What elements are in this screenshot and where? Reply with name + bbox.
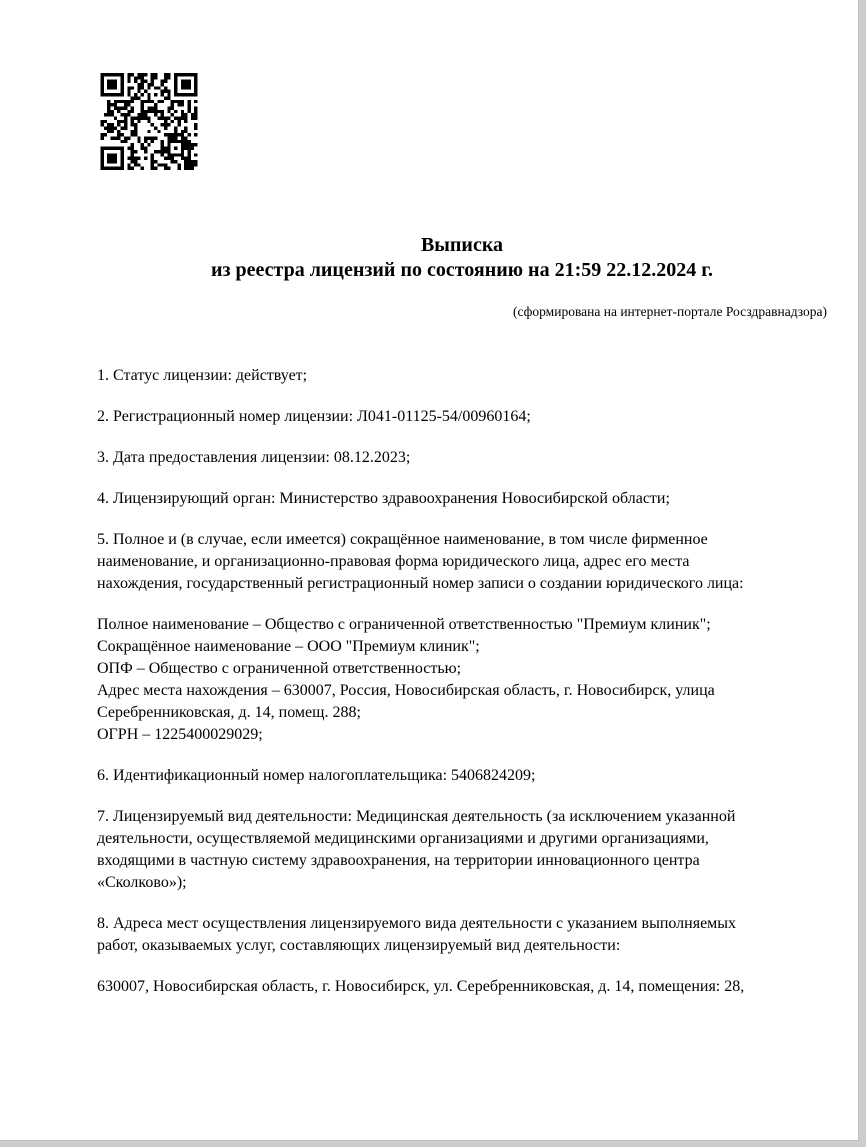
text-line: 6. Идентификационный номер налогоплательщика: 5406824209; bbox=[97, 767, 536, 784]
text-line: нахождения, государственный регистрационный номер записи о создании юридического лица: bbox=[97, 575, 744, 592]
text-line: Адрес места нахождения – 630007, Россия, Новосибирская область, г. Новосибирск, улица bbox=[97, 682, 715, 699]
text-line: работ, оказываемых услуг, составляющих лицензируемый вид деятельности: bbox=[97, 937, 621, 954]
text-line: 3. Дата предоставления лицензии: 08.12.2023; bbox=[97, 449, 411, 466]
paragraph bbox=[97, 447, 827, 469]
text-line: 8. Адреса мест осуществления лицензируемого вида деятельности с указанием выполняемых bbox=[97, 915, 737, 932]
paragraph bbox=[97, 765, 827, 787]
text-line: деятельности, осуществляемой медицинскими организациями и другими организациями, bbox=[97, 830, 709, 847]
paragraph bbox=[97, 913, 827, 957]
text-line: 4. Лицензирующий орган: Министерство здравоохранения Новосибирской области; bbox=[97, 490, 670, 507]
text-line: наименование, и организационно-правовая форма юридического лица, адрес его места bbox=[97, 553, 690, 570]
text-line: «Сколково»); bbox=[97, 874, 187, 891]
text-line: Серебренниковская, д. 14, помещ. 288; bbox=[97, 704, 361, 721]
text-line: Сокращённое наименование – ООО "Премиум клиник"; bbox=[97, 638, 480, 655]
paragraph bbox=[97, 806, 827, 894]
document-title bbox=[97, 233, 827, 283]
qr-code-icon bbox=[100, 73, 198, 170]
paragraph bbox=[97, 406, 827, 428]
text-line: Полное наименование – Общество с ограниченной ответственностью "Премиум клиник"; bbox=[97, 616, 711, 633]
text-line: 2. Регистрационный номер лицензии: Л041-01125-54/00960164; bbox=[97, 408, 531, 425]
paragraph bbox=[97, 365, 827, 387]
title-line-1: Выписка bbox=[420, 234, 504, 256]
document-body bbox=[97, 365, 827, 998]
text-line: ОПФ – Общество с ограниченной ответственностью; bbox=[97, 660, 462, 677]
document-subtitle: (сформирована на интернет-портале Росздравнадзора) bbox=[512, 304, 827, 319]
paragraph bbox=[97, 976, 827, 998]
paragraph bbox=[97, 488, 827, 510]
text-line: 630007, Новосибирская область, г. Новосибирск, ул. Серебренниковская, д. 14, помещения: 28, bbox=[97, 978, 745, 995]
text-line: входящими в частную систему здравоохранения, на территории инновационного центра bbox=[97, 852, 700, 869]
title-line-2: из реестра лицензий по состоянию на 21:59 22.12.2024 г. bbox=[210, 259, 714, 281]
text-line: 5. Полное и (в случае, если имеется) сокращённое наименование, в том числе фирменное bbox=[97, 531, 708, 548]
text-line: ОГРН – 1225400029029; bbox=[97, 726, 263, 743]
paragraph bbox=[97, 614, 827, 746]
text-line: 1. Статус лицензии: действует; bbox=[97, 367, 308, 384]
text-line: 7. Лицензируемый вид деятельности: Медицинская деятельность (за исключением указанной bbox=[97, 808, 736, 825]
paragraph bbox=[97, 529, 827, 595]
